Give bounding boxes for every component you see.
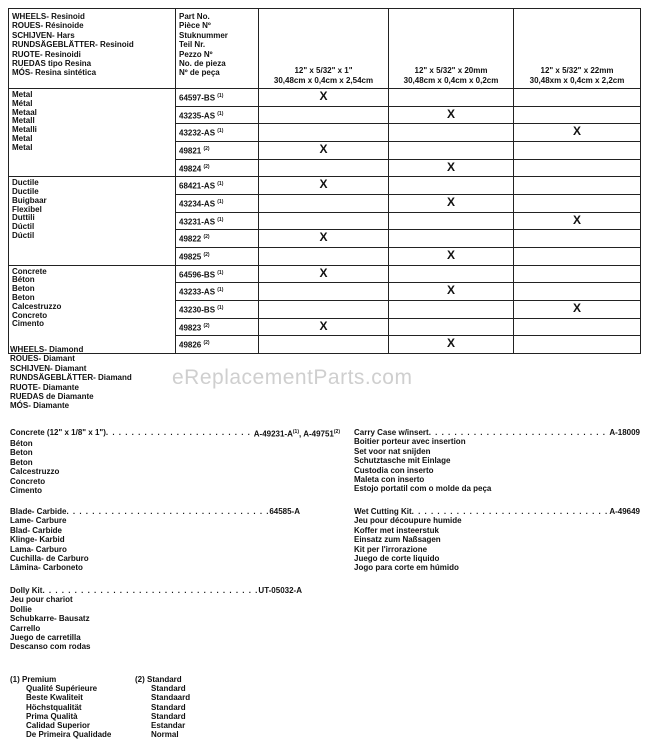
footnote-standard [135,675,190,739]
part-number: 64596-BS [179,270,216,280]
diamond-header [10,345,132,411]
part-number-cell [176,106,259,124]
footnote-title: (1) Premium [10,675,57,684]
material-name: Flexibel [12,204,42,214]
item-translation: Dollie [10,604,32,614]
footnote-premium [10,675,111,739]
item-translation: Koffer met insteerstuk [354,525,439,535]
check-mark: X [319,230,328,245]
size-mark-cell [389,177,514,195]
header-line: MÓS- Diamante [10,401,70,411]
size-mark-cell [514,230,641,248]
item-translation: Béton [10,439,33,449]
part-number: 49825 [179,252,202,262]
size-mark-cell [514,265,641,283]
grade-note: (2) [203,234,210,241]
size-mark-cell [259,300,389,318]
item-line [354,507,640,516]
size-mark-cell [514,194,641,212]
item-translation: Blad- Carbide [10,525,63,535]
item-translation: Kit per l'irrorazione [354,544,428,554]
watermark: eReplacementParts.com [172,366,413,389]
size-mark-cell [389,141,514,159]
size-mark-cell [259,247,389,265]
size-mark-cell [389,194,514,212]
size-mark-cell [389,230,514,248]
part-number: 49824 [179,164,202,174]
item-translation: Carrello [10,623,41,633]
part-number-cell [176,283,259,301]
item-translation: Boitier porteur avec insertion [354,437,466,447]
part-number: UT-05032-A [258,586,302,595]
size-header-2 [389,9,514,89]
part-number-cell [176,247,259,265]
item-translation: Schubkarre- Bausatz [10,614,90,624]
header-line: ROUES- Diamant [10,354,75,364]
size-mark-cell [389,212,514,230]
size-mark-cell [259,141,389,159]
check-mark: X [446,247,455,262]
header-line: RUEDAS tipo Resina [12,59,92,69]
leader-dots [429,428,610,437]
part-number-cell [176,212,259,230]
footnote-title: (2) Standard [135,675,182,684]
grade-note: (1) [217,110,224,117]
header-line: MÓS- Resina sintética [12,68,97,78]
part-number: 43235-AS [179,111,216,121]
part-number-cell [176,159,259,177]
item-translation: Cimento [10,486,42,496]
size-mark-cell [259,230,389,248]
grade-note: (1) [217,287,224,294]
grade-note: (1) [217,181,224,188]
item-translation: Jogo para corte em húmido [354,563,459,573]
part-number-cell [176,300,259,318]
part-number: 68421-AS [179,181,216,191]
material-name: Buigbaar [12,195,47,205]
footnote-line: Höchstqualität [26,702,82,712]
item-label: Wet Cutting Kit [354,507,412,516]
part-number: 43234-AS [179,199,216,209]
material-name: Beton [12,292,35,302]
part-number: 64585-A [269,507,300,516]
header-line: RUNDSÄGEBLÄTTER- Resinoid [12,40,134,50]
item-translation: Custodia con inserto [354,465,434,475]
size-mark-cell [514,141,641,159]
resinoid-wheels-table [8,8,641,354]
footnote-line: Qualité Supérieure [26,684,98,694]
part-number-cell [176,265,259,283]
grade-note: (2) [203,322,210,329]
footnote-line: Calidad Superior [26,721,91,731]
dolly-kit-item [10,586,302,652]
item-translation: Schutztasche mit Einlage [354,456,451,466]
part-number-cell [176,177,259,195]
size-mark-cell [259,318,389,336]
check-mark: X [572,300,581,315]
item-translation: Set voor nat snijden [354,446,431,456]
footnote-line: De Primeira Qualidade [26,730,112,740]
item-translation: Maleta con inserto [354,475,425,485]
item-translation: Concreto [10,476,46,486]
item-translation: Lama- Carburo [10,544,67,554]
part-number-cell [176,230,259,248]
check-mark: X [319,141,328,156]
material-desc-cell [9,89,176,177]
blade-carbide-item [10,507,300,573]
grade-note: (1) [217,93,224,99]
footnote-line: Standard [151,711,186,721]
size-header-1 [259,9,389,89]
concrete-diamond-item [10,428,340,496]
part-number: 49822 [179,234,202,244]
size-line: 12" x 5/32" x 20mm [414,66,488,76]
check-mark: X [446,283,455,298]
item-translation: Calcestruzzo [10,467,60,477]
header-line: RUOTE- Resinoidi [12,49,81,59]
check-mark: X [446,194,455,209]
item-translation: Jeu pour découpure humide [354,516,462,526]
material-name: Concreto [12,310,48,320]
size-mark-cell [259,265,389,283]
item-translation: Estojo portatil com o molde da peça [354,484,492,494]
size-mark-cell [259,106,389,124]
size-mark-cell [389,159,514,177]
part-number-header-cell [176,9,259,89]
header-line: SCHIJVEN- Diamant [10,363,87,373]
part-number-cell [176,124,259,142]
item-translation: Jeu pour chariot [10,595,73,605]
size-header-3 [514,9,641,89]
item-line [10,428,340,439]
part-number: 49823 [179,323,202,333]
item-line [354,428,640,437]
wet-cutting-kit-item [354,507,640,573]
header-line: Pièce Nº [179,21,211,31]
check-mark: X [572,124,581,139]
grade-note: (1) [217,128,224,135]
size-mark-cell [514,318,641,336]
leader-dots [66,507,269,516]
check-mark: X [319,265,328,280]
size-mark-cell [259,124,389,142]
header-line: WHEELS- Diamond [10,345,84,354]
check-mark: X [446,106,455,121]
material-name: Metall [12,116,35,126]
check-mark: X [572,212,581,227]
item-label: Dolly Kit [10,586,43,595]
size-mark-cell [259,177,389,195]
item-translation: Klinge- Karbid [10,535,65,545]
material-name: Metal [12,133,33,143]
footnote-line: Beste Kwaliteit [26,693,83,703]
size-mark-cell [514,300,641,318]
size-mark-cell [514,283,641,301]
part-number: 43231-AS [179,217,216,227]
material-name: Cimento [12,319,44,329]
check-mark: X [446,159,455,174]
table-row [9,177,641,195]
material-name: Metal [12,90,33,99]
header-line: Stuknummer [179,30,228,40]
material-name: Concrete [12,266,47,276]
check-mark: X [319,89,328,103]
material-name: Ductile [12,187,39,197]
size-mark-cell [514,212,641,230]
header-line: Part No. [179,12,210,21]
item-translation: Juego de corte liquido [354,554,440,564]
material-name: Metalli [12,125,37,135]
header-line: ROUES- Résinoide [12,21,84,31]
part-number: 49821 [179,146,202,156]
resinoid-header-cell [9,9,176,89]
item-translation: Cuchilla- de Carburo [10,554,89,564]
header-line: RUOTE- Diamante [10,382,79,392]
part-number-cell [176,141,259,159]
size-line: 12" x 5/32" x 22mm [540,66,614,76]
size-mark-cell [389,318,514,336]
size-mark-cell [514,336,641,354]
part-number: 43232-AS [179,128,216,138]
grade-note: (2) [203,251,210,258]
material-name: Dúctil [12,231,35,241]
material-name: Metaal [12,107,37,117]
size-mark-cell [514,247,641,265]
part-number: 43230-BS [179,305,216,315]
material-desc-cell [9,265,176,353]
size-mark-cell [259,336,389,354]
header-line: WHEELS- Resinoid [12,12,85,21]
part-number-cell [176,89,259,107]
footnote-line: Standard [151,684,186,694]
size-line: 12" x 5/32" x 1" [294,66,353,76]
size-mark-cell [259,283,389,301]
grade-note: (1) [217,269,224,276]
part-number-cell [176,336,259,354]
footnote-line: Prima Qualità [26,711,78,721]
size-mark-cell [514,177,641,195]
check-mark: X [446,336,455,351]
material-name: Duttili [12,213,35,223]
size-mark-cell [259,89,389,107]
part-number-cell [176,318,259,336]
grade-note: (2) [203,340,210,347]
material-name: Ductile [12,178,39,188]
leader-dots [106,428,254,439]
header-line: Nº de peça [179,68,220,78]
item-translation: Beton [10,448,33,458]
size-mark-cell [514,106,641,124]
size-mark-cell [389,124,514,142]
size-mark-cell [259,212,389,230]
grade-note: (1) [217,304,224,311]
header-line: RUEDAS de Diamante [10,392,94,402]
header-line: No. de pieza [179,59,226,69]
material-desc-cell [9,177,176,265]
material-name: Metal [12,142,33,152]
header-line: RUNDSÄGEBLÄTTER- Diamand [10,373,132,383]
leader-dots [412,507,610,516]
material-name: Métal [12,98,33,108]
size-mark-cell [389,283,514,301]
size-mark-cell [514,124,641,142]
size-mark-cell [514,89,641,107]
part-number: A-18009 [609,428,640,437]
footnote-line: Normal [151,730,179,740]
item-translation: Juego de carretilla [10,633,81,643]
item-label: Blade- Carbide [10,507,67,516]
size-line: 30,48cm x 0,4cm x 2,54cm [273,75,374,85]
item-translation: Einsatz zum Naßsagen [354,535,441,545]
leader-dots [42,586,258,595]
size-mark-cell [389,336,514,354]
grade-note: (1) [217,198,224,205]
size-mark-cell [389,106,514,124]
header-line: Teil Nr. [179,40,206,50]
footnote-line: Standard [151,702,186,712]
size-mark-cell [389,247,514,265]
table-header-row [9,9,641,89]
material-name: Beton [12,284,35,294]
check-mark: X [319,318,328,333]
size-mark-cell [389,89,514,107]
table-row [9,89,641,107]
header-line: Pezzo Nº [179,49,213,59]
part-number: $A-49231-A^{(1)}$, A-49751$^{(2)}$ [253,429,340,439]
footnote-line: Estandar [151,721,186,731]
material-name: Dúctil [12,222,35,232]
size-mark-cell [259,194,389,212]
grade-note: (1) [217,216,224,223]
item-line [10,507,300,516]
footnote-line: Standaard [151,693,191,703]
material-name: Calcestruzzo [12,301,62,311]
material-name: Béton [12,275,35,285]
item-translation: Descanso com rodas [10,642,91,652]
size-mark-cell [389,265,514,283]
part-number: A-49649 [609,507,640,516]
size-mark-cell [259,159,389,177]
item-translation: Beton [10,457,33,467]
part-number-cell [176,194,259,212]
item-label: Carry Case w/insert [354,428,429,437]
header-line: SCHIJVEN- Hars [12,30,75,40]
part-number: 64597-BS [179,93,216,103]
size-line: 30,48cm x 0,4cm x 0,2cm [403,75,499,85]
table-row [9,265,641,283]
size-line: 30,48xm x 0,4cm x 2,2cm [529,75,625,85]
carry-case-item [354,428,640,494]
size-mark-cell [514,159,641,177]
size-mark-cell [389,300,514,318]
item-line [10,586,302,595]
grade-note: (2) [203,145,210,152]
item-label: Concrete (12" x 1/8" x 1") [10,428,106,437]
part-number: 49826 [179,340,202,350]
part-number: 43233-AS [179,287,216,297]
grade-note: (2) [203,163,210,170]
item-translation: Lâmina- Carboneto [10,563,83,573]
item-translation: Lame- Carbure [10,516,67,526]
check-mark: X [319,177,328,192]
